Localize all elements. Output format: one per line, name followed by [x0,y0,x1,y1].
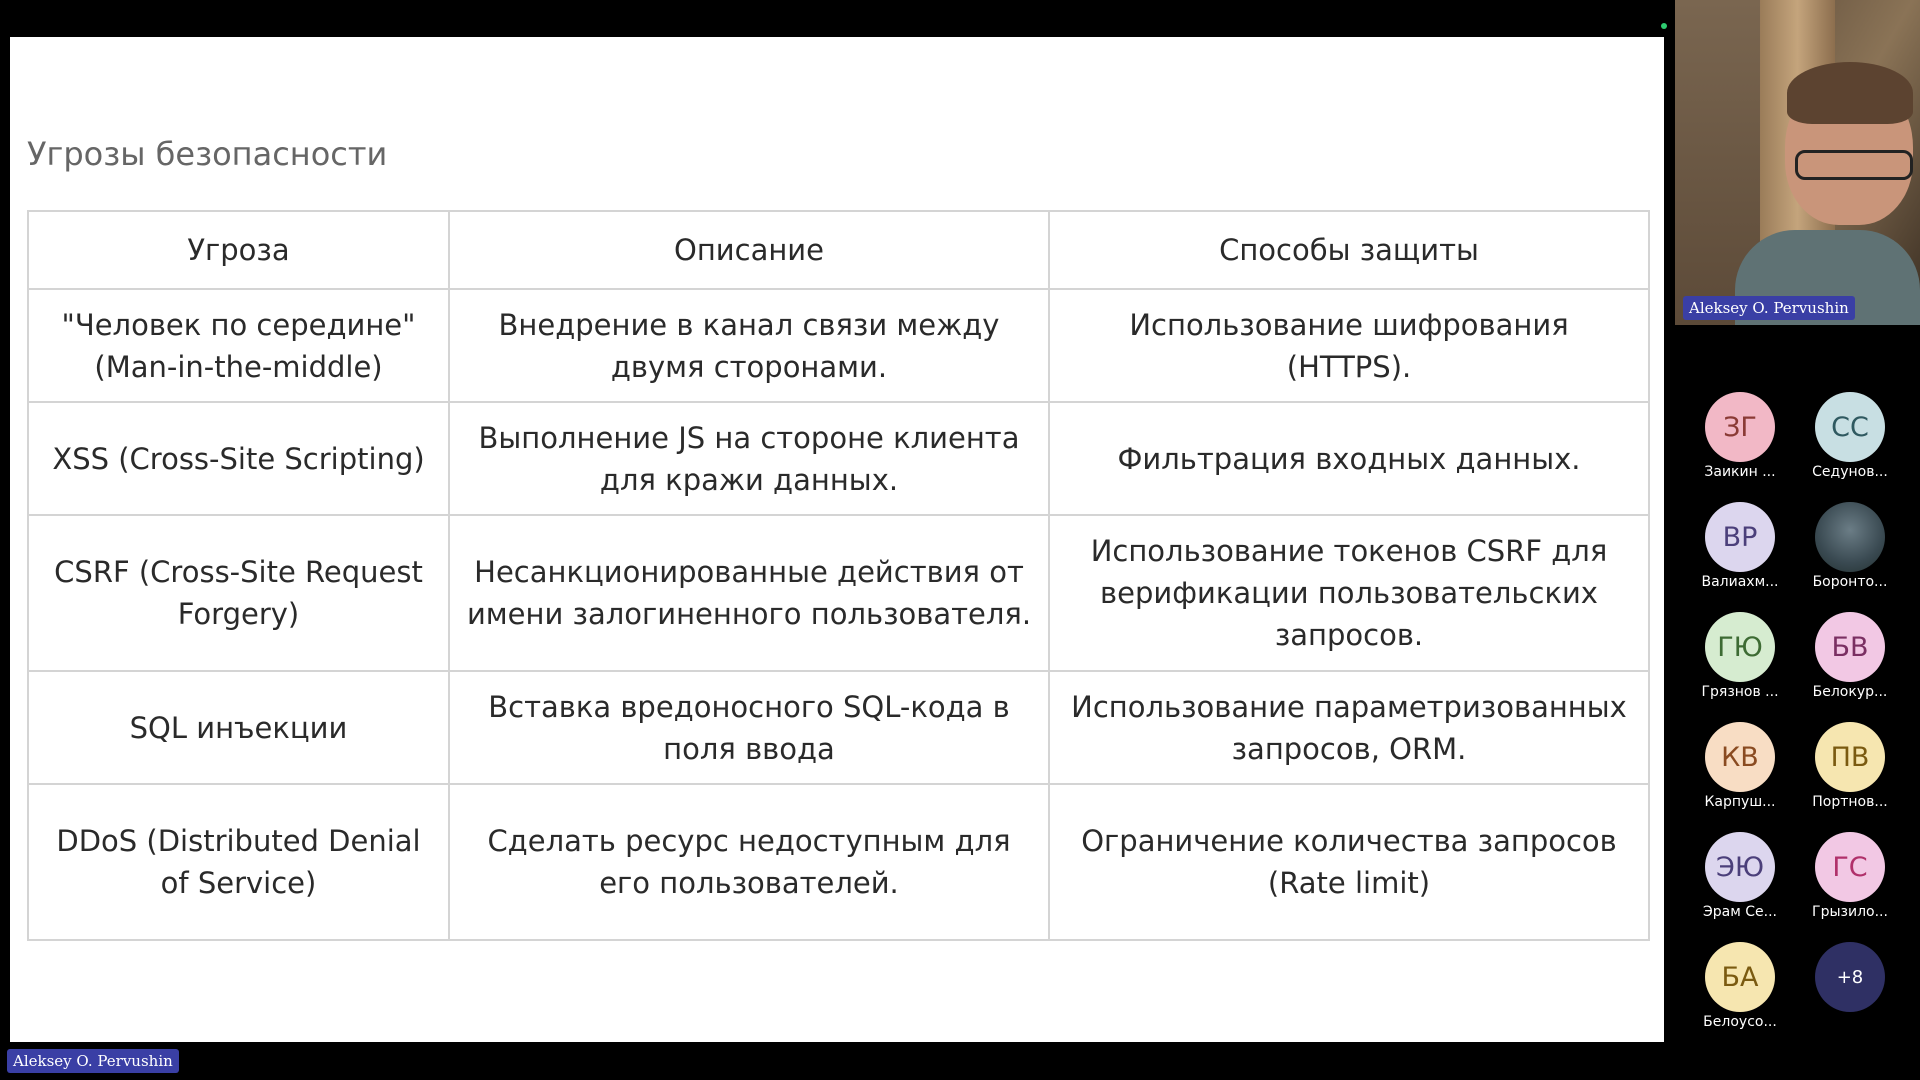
participant-name: Портнов... [1812,794,1888,810]
participant-tile[interactable] [1684,832,1796,920]
threats-table [27,210,1650,941]
participant-tile[interactable] [1684,502,1796,590]
table-header-row [28,211,1649,289]
avatar: ВР [1705,502,1775,572]
more-participants-count: +8 [1815,942,1885,1012]
avatar: ГЮ [1705,612,1775,682]
protection-cell: Фильтрация входных данных. [1049,402,1649,515]
participant-name: Боронто... [1812,574,1888,590]
participant-tile[interactable] [1794,502,1906,590]
participant-name: Седунов... [1812,464,1888,480]
slide-title: Угрозы безопасности [27,135,388,173]
avatar: ПВ [1815,722,1885,792]
participant-name: Заикин ... [1704,464,1776,480]
presenter-name-tag: Aleksey O. Pervushin [7,1049,179,1073]
avatar: ЗГ [1705,392,1775,462]
status-dot-icon [1661,23,1667,29]
description-cell: Выполнение JS на стороне клиента для кражи данных. [449,402,1049,515]
participant-tile[interactable] [1684,722,1796,810]
avatar: ЭЮ [1705,832,1775,902]
table-row [28,515,1649,671]
avatar-photo [1815,502,1885,572]
participant-name: Валиахм... [1701,574,1779,590]
avatar: ГС [1815,832,1885,902]
protection-cell: Использование токенов CSRF для верификации пользовательских запросов. [1049,515,1649,671]
participant-name: Грязнов ... [1701,684,1779,700]
participant-tile[interactable] [1684,942,1796,1030]
threat-cell: XSS (Cross-Site Scripting) [28,402,449,515]
header-description: Описание [449,211,1049,289]
table-row [28,289,1649,402]
threat-cell: "Человек по середине" (Man-in-the-middle) [28,289,449,402]
participant-tile[interactable] [1794,392,1906,480]
participant-name: Карпуш... [1704,794,1776,810]
header-threat: Угроза [28,211,449,289]
video-person-hair [1787,62,1913,124]
threat-cell: DDoS (Distributed Denial of Service) [28,784,449,940]
participant-tile[interactable] [1794,612,1906,700]
video-name-tag: Aleksey O. Pervushin [1683,296,1855,320]
avatar: БВ [1815,612,1885,682]
shared-slide [10,37,1664,1042]
participant-name: Эрам Се... [1703,904,1777,920]
more-participants-button[interactable] [1794,942,1906,1012]
description-cell: Внедрение в канал связи между двумя сторонами. [449,289,1049,402]
avatar: КВ [1705,722,1775,792]
participant-name: Белокур... [1812,684,1888,700]
description-cell: Вставка вредоносного SQL-кода в поля ввода [449,671,1049,784]
avatar: СС [1815,392,1885,462]
video-person-glasses [1795,150,1913,180]
presenter-video-tile[interactable] [1675,0,1920,325]
protection-cell: Использование шифрования (HTTPS). [1049,289,1649,402]
table-row [28,671,1649,784]
participant-tile[interactable] [1684,612,1796,700]
protection-cell: Ограничение количества запросов (Rate limit) [1049,784,1649,940]
participant-tile[interactable] [1684,392,1796,480]
description-cell: Несанкционированные действия от имени залогиненного пользователя. [449,515,1049,671]
avatar: БА [1705,942,1775,1012]
description-cell: Сделать ресурс недоступным для его пользователей. [449,784,1049,940]
table-row [28,402,1649,515]
participant-tile[interactable] [1794,722,1906,810]
threat-cell: CSRF (Cross-Site Request Forgery) [28,515,449,671]
table-row [28,784,1649,940]
participant-name: Белоусо... [1703,1014,1777,1030]
header-protection: Способы защиты [1049,211,1649,289]
participant-tile[interactable] [1794,832,1906,920]
participant-name: Грызило... [1812,904,1888,920]
threat-cell: SQL инъекции [28,671,449,784]
protection-cell: Использование параметризованных запросов, ORM. [1049,671,1649,784]
